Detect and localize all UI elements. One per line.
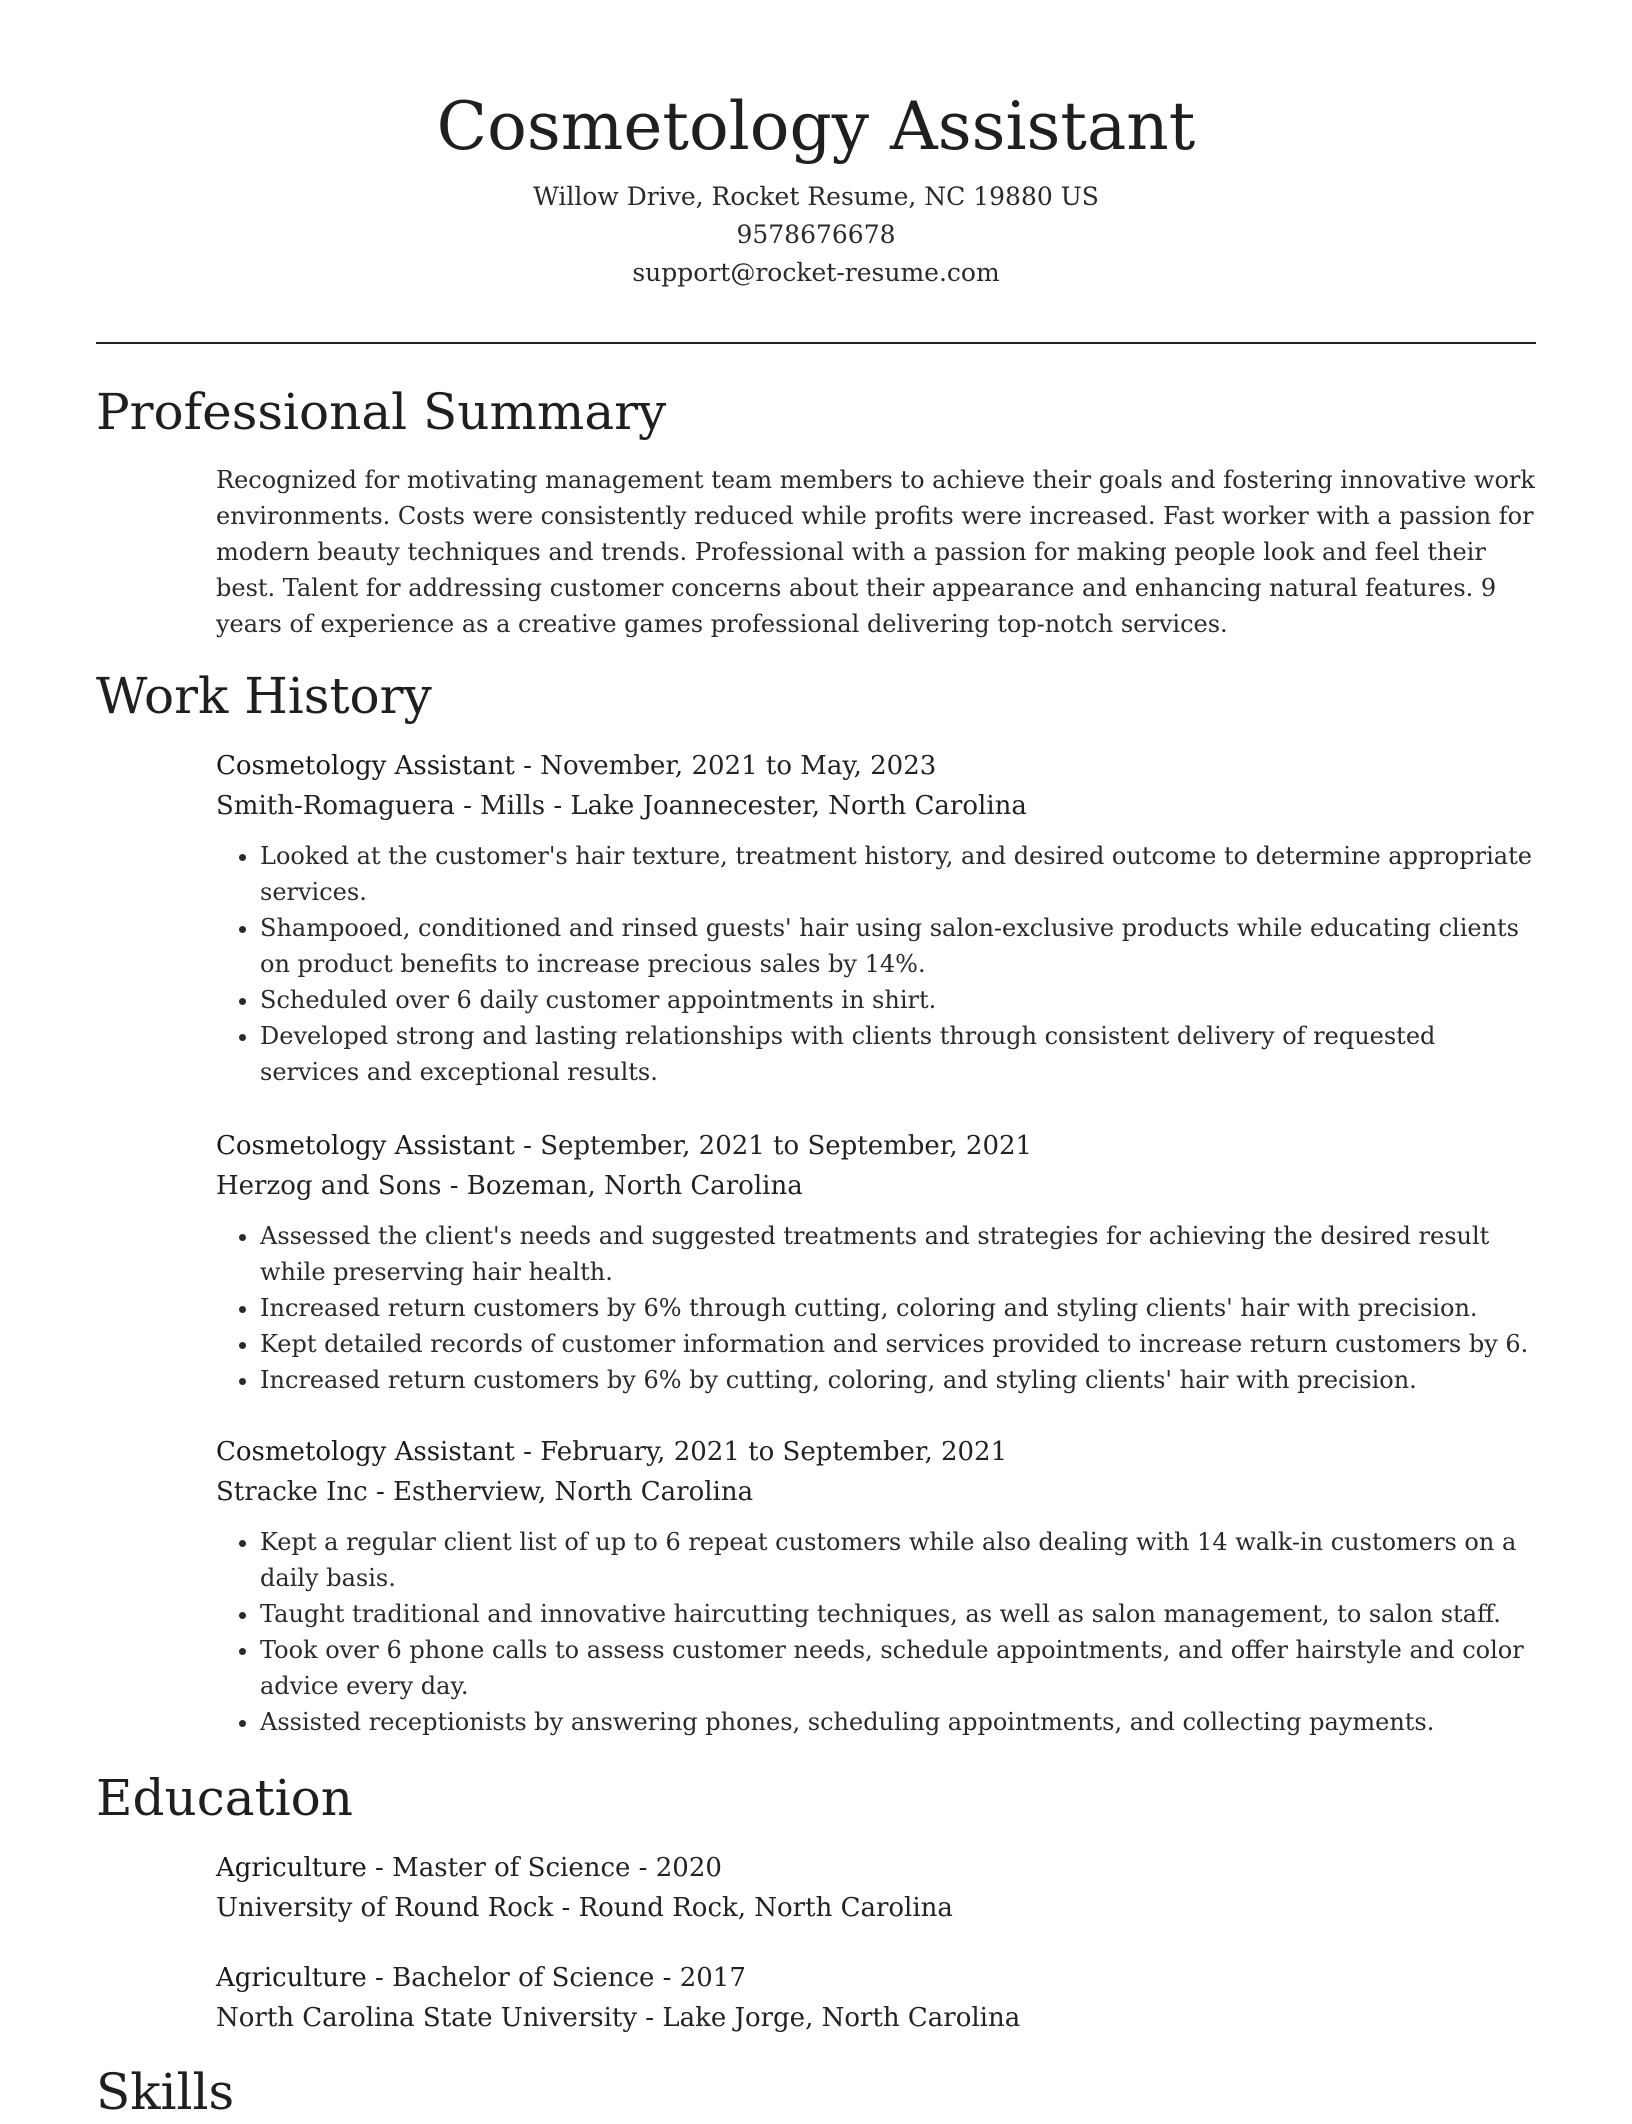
job-bullets (216, 1218, 1536, 1398)
job-company: Stracke Inc (216, 1477, 368, 1507)
job-company: Smith-Romaguera - Mills (216, 791, 546, 821)
education-location: - Lake Jorge, North Carolina (637, 2003, 1021, 2033)
job-bullet: • Kept detailed records of customer information and services provided to increase return customers by 6. (260, 1326, 1536, 1362)
education-field: Agriculture (216, 1853, 367, 1883)
education-entry (216, 1958, 1536, 2038)
job-title-line (216, 1432, 1536, 1472)
job-bullet: • Shampooed, conditioned and rinsed guests' hair using salon-exclusive products while educating clients on product benefits to increase precious sales by 14%. (260, 910, 1536, 982)
contact-phone: 9578676678 (736, 220, 896, 249)
education-location: - Round Rock, North Carolina (553, 1893, 953, 1923)
job-bullet: • Took over 6 phone calls to assess customer needs, schedule appointments, and offer hairstyle and color advice every day. (260, 1632, 1536, 1704)
education-school-line (216, 1888, 1536, 1928)
job-title-line (216, 1126, 1536, 1166)
job-title-line (216, 746, 1536, 786)
job-dates: - February, 2021 to September, 2021 (514, 1437, 1008, 1467)
job-dates: - September, 2021 to September, 2021 (514, 1131, 1033, 1161)
education-degree-line (216, 1958, 1536, 1998)
job-bullet: • Increased return customers by 6% through cutting, coloring and styling clients' hair with precision. (260, 1290, 1536, 1326)
job-dates: - November, 2021 to May, 2023 (514, 751, 937, 781)
job-location: - Bozeman, North Carolina (441, 1171, 803, 1201)
header-divider (96, 342, 1536, 344)
education-degree-line (216, 1848, 1536, 1888)
job-bullet: • Scheduled over 6 daily customer appointments in shirt. (260, 982, 1536, 1018)
job-role: Cosmetology Assistant (216, 1131, 515, 1161)
education-school: North Carolina State University (216, 2003, 638, 2033)
job-location: - Estherview, North Carolina (367, 1477, 754, 1507)
education-school-line (216, 1998, 1536, 2038)
job-entry (216, 1432, 1536, 1740)
education-degree: - Master of Science - 2020 (366, 1853, 722, 1883)
resume-header (96, 84, 1536, 292)
education-degree: - Bachelor of Science - 2017 (366, 1963, 746, 1993)
job-company-line (216, 786, 1536, 826)
education-field: Agriculture (216, 1963, 367, 1993)
job-bullets (216, 838, 1536, 1090)
job-entry (216, 746, 1536, 1090)
education-entry (216, 1848, 1536, 1928)
job-location: - Lake Joannecester, North Carolina (545, 791, 1027, 821)
summary-heading: Professional Summary (96, 383, 667, 441)
job-entry (216, 1126, 1536, 1398)
education-school: University of Round Rock (216, 1893, 554, 1923)
skills-heading: Skills (96, 2063, 235, 2121)
contact-email: support@rocket-resume.com (632, 258, 1000, 287)
candidate-name: Cosmetology Assistant (436, 88, 1196, 165)
job-bullet: • Assisted receptionists by answering phones, scheduling appointments, and collecting payments. (260, 1704, 1536, 1740)
job-company-line (216, 1166, 1536, 1206)
education-heading: Education (96, 1769, 353, 1827)
job-bullet: • Assessed the client's needs and suggested treatments and strategies for achieving the desired result while preserving hair health. (260, 1218, 1536, 1290)
job-role: Cosmetology Assistant (216, 751, 515, 781)
job-bullet: • Looked at the customer's hair texture, treatment history, and desired outcome to determine appropriate services. (260, 838, 1536, 910)
job-bullet: • Increased return customers by 6% by cutting, coloring, and styling clients' hair with precision. (260, 1362, 1536, 1398)
job-bullet: • Kept a regular client list of up to 6 repeat customers while also dealing with 14 walk-in customers on a daily basis. (260, 1524, 1536, 1596)
summary-text: Recognized for motivating management team members to achieve their goals and fostering innovative work environments. Costs were consistently reduced while profits were increased. Fast worker with a passion for modern beauty techniques and trends. Professional with a passion for making people look and feel their best. Talent for addressing customer concerns about their appearance and enhancing natural features. 9 years of experience as a creative games professional delivering top-notch services. (216, 466, 1535, 638)
job-bullets (216, 1524, 1536, 1740)
summary-block (216, 462, 1536, 642)
job-bullet: • Taught traditional and innovative haircutting techniques, as well as salon management, to salon staff. (260, 1596, 1536, 1632)
contact-address: Willow Drive, Rocket Resume, NC 19880 US (533, 182, 1099, 211)
job-company-line (216, 1472, 1536, 1512)
job-bullet: • Developed strong and lasting relationships with clients through consistent delivery of requested services and exceptional results. (260, 1018, 1536, 1090)
job-role: Cosmetology Assistant (216, 1437, 515, 1467)
job-company: Herzog and Sons (216, 1171, 442, 1201)
work-history-heading: Work History (96, 667, 432, 725)
